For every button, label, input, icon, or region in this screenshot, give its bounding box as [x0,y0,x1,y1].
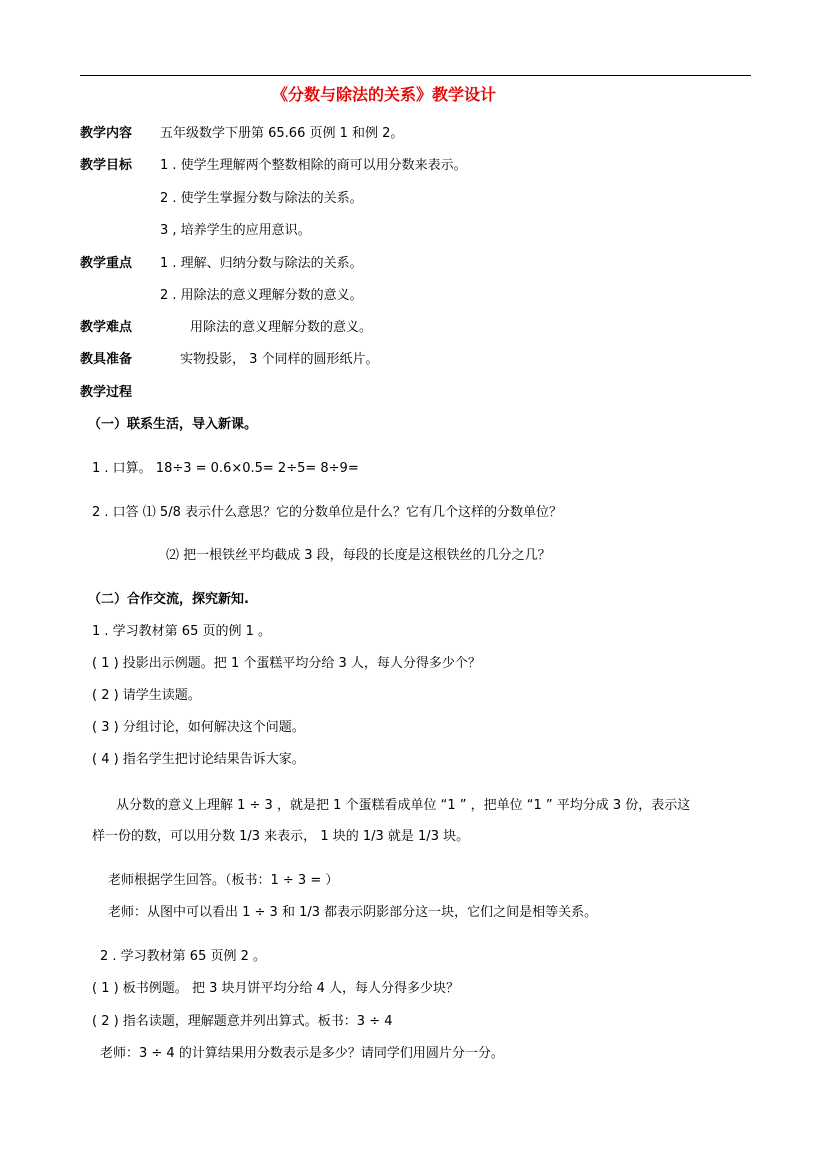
tools-label: 教具准备 [80,352,133,367]
example2-title: 2 . 学习教材第 65 页例 2 。 [100,949,267,964]
explanation-line-1: 从分数的意义上理解 1 ÷ 3 ，就是把 1 个蛋糕看成单位 “1 ” ，把单位 “1 ” 平均分成 3 份，表示这 [116,798,691,813]
goal-item-2: 2 . 使学生掌握分数与除法的关系。 [160,191,363,206]
example1-step-1: ( 1 ) 投影出示例题。把 1 个蛋糕平均分给 3 人，每人分得多少个？ [92,656,481,671]
goal-item-3: 3 , 培养学生的应用意识。 [160,223,311,238]
explanation-line-2: 样一份的数，可以用分数 1/3 来表示， 1 块的 1/3 就是 1/3 块。 [92,829,470,844]
difficulty-label: 教学难点 [80,320,133,335]
goals-label: 教学目标 [80,158,133,173]
example1-step-2: ( 2 ) 请学生读题。 [92,688,201,703]
oral-answer-2: ⑵ 把一根铁丝平均截成 3 段，每段的长度是这根铁丝的几分之几？ [166,548,551,563]
part1-heading: （一）联系生活，导入新课。 [88,417,258,432]
content-label: 教学内容 [80,126,133,141]
goal-item-1: 1 . 使学生理解两个整数相除的商可以用分数来表示。 [160,158,467,173]
difficulty-text: 用除法的意义理解分数的意义。 [190,320,373,335]
key-points-label: 教学重点 [80,256,133,271]
teacher-question: 老师：3 ÷ 4 的计算结果用分数表示是多少？请同学们用圆片分一分。 [100,1046,504,1061]
part2-heading: （二）合作交流，探究新知. [88,592,249,607]
oral-calc: 1 . 口算。 18÷3 = 0.6×0.5= 2÷5= 8÷9= [92,461,359,476]
example2-step-2: ( 2 ) 指名读题，理解题意并列出算式。板书：3 ÷ 4 [92,1014,393,1029]
top-rule [80,75,751,76]
oral-answer-1: 2 . 口答 ⑴ 5/8 表示什么意思？它的分数单位是什么？它有几个这样的分数单位？ [92,505,562,520]
example1-step-3: ( 3 ) 分组讨论，如何解决这个问题。 [92,720,305,735]
tools-text: 实物投影， 3 个同样的圆形纸片。 [180,352,379,367]
key-point-2: 2 . 用除法的意义理解分数的意义。 [160,288,363,303]
example2-step-1: ( 1 ) 板书例题。 把 3 块月饼平均分给 4 人，每人分得多少块？ [92,981,460,996]
teacher-board: 老师根据学生回答。（板书：1 ÷ 3 = ） [108,873,339,888]
example1-step-4: ( 4 ) 指名学生把讨论结果告诉大家。 [92,752,305,767]
process-label: 教学过程 [80,385,133,400]
key-point-1: 1 . 理解、归纳分数与除法的关系。 [160,256,363,271]
teacher-note: 老师：从图中可以看出 1 ÷ 3 和 1/3 都表示阴影部分这一块，它们之间是相等关系。 [108,905,598,920]
document-title: 《分数与除法的关系》教学设计 [272,85,497,104]
example1-title: 1 . 学习教材第 65 页的例 1 。 [92,624,272,639]
content-text: 五年级数学下册第 65.66 页例 1 和例 2。 [160,126,404,141]
